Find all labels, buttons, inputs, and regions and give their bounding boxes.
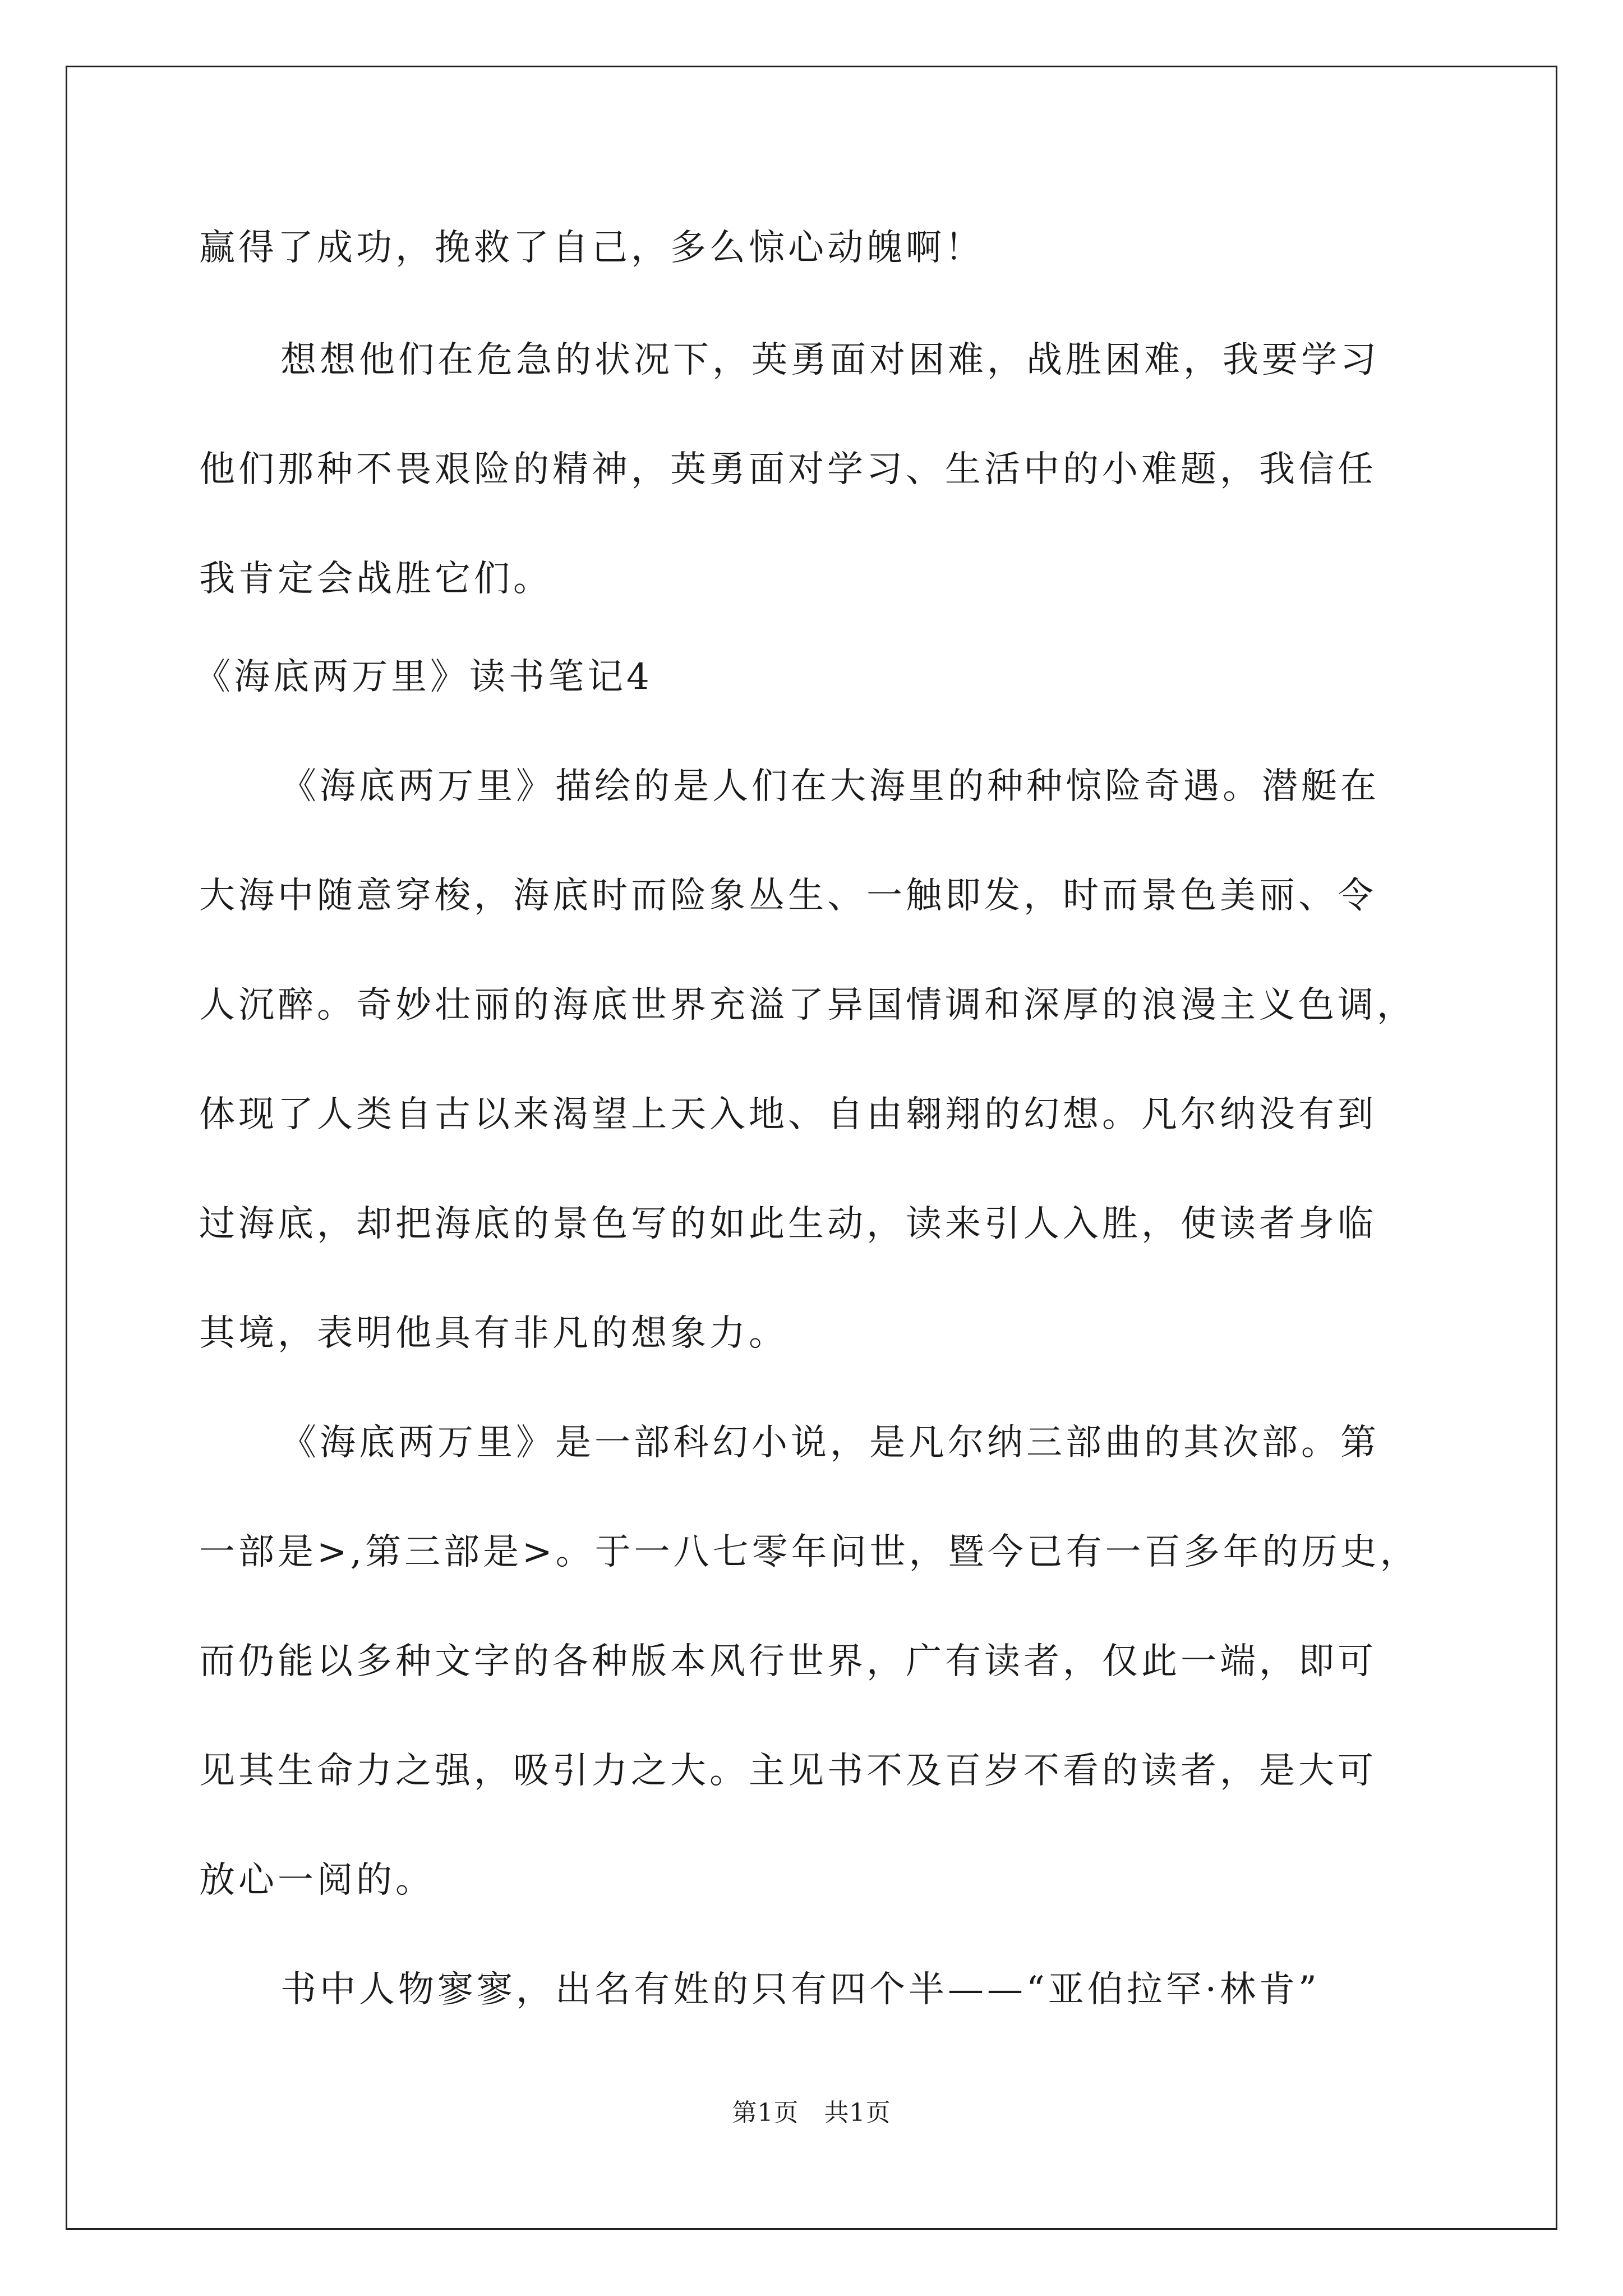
text-line: 他们那种不畏艰险的精神，英勇面对学习、生活中的小难题，我信任 — [199, 449, 1377, 490]
text-line: 其境，表明他具有非凡的想象力。 — [199, 1313, 788, 1354]
text-line: 赢得了成功，挽救了自己，多么惊心动魄啊！ — [199, 227, 984, 269]
section-heading: 《海底两万里》读书笔记4 — [195, 656, 653, 698]
text-line: 过海底，却把海底的景色写的如此生动，读来引人入胜，使读者身临 — [199, 1203, 1377, 1245]
text-line: 放心一阅的。 — [199, 1860, 435, 1901]
page-footer: 第1页 共1页 — [732, 2099, 891, 2127]
text-line: 《海底两万里》是一部科幻小说，是凡尔纳三部曲的其次部。第 — [280, 1422, 1380, 1464]
text-line: 见其生命力之强，吸引力之大。主见书不及百岁不看的读者，是大可 — [199, 1750, 1377, 1792]
text-line: 大海中随意穿梭，海底时而险象丛生、一触即发，时而景色美丽、令 — [199, 875, 1377, 917]
text-line: 人沉醉。奇妙壮丽的海底世界充溢了异国情调和深厚的浪漫主义色调， — [199, 984, 1416, 1026]
text-line: 书中人物寥寥，出名有姓的只有四个半——“亚伯拉罕·林肯” — [280, 1969, 1320, 2010]
text-line: 《海底两万里》描绘的是人们在大海里的种种惊险奇遇。潜艇在 — [280, 766, 1380, 807]
text-line: 而仍能以多种文字的各种版本风行世界，广有读者，仅此一端，即可 — [199, 1641, 1377, 1682]
text-line: 一部是>,第三部是>。于一八七零年问世，暨今已有一百多年的历史， — [199, 1531, 1419, 1573]
text-line: 我肯定会战胜它们。 — [199, 558, 552, 600]
page-border — [66, 66, 1557, 2230]
text-line: 想想他们在危急的状况下，英勇面对困难，战胜困难，我要学习 — [280, 339, 1380, 381]
text-line: 体现了人类自古以来渴望上天入地、自由翱翔的幻想。凡尔纳没有到 — [199, 1094, 1377, 1135]
